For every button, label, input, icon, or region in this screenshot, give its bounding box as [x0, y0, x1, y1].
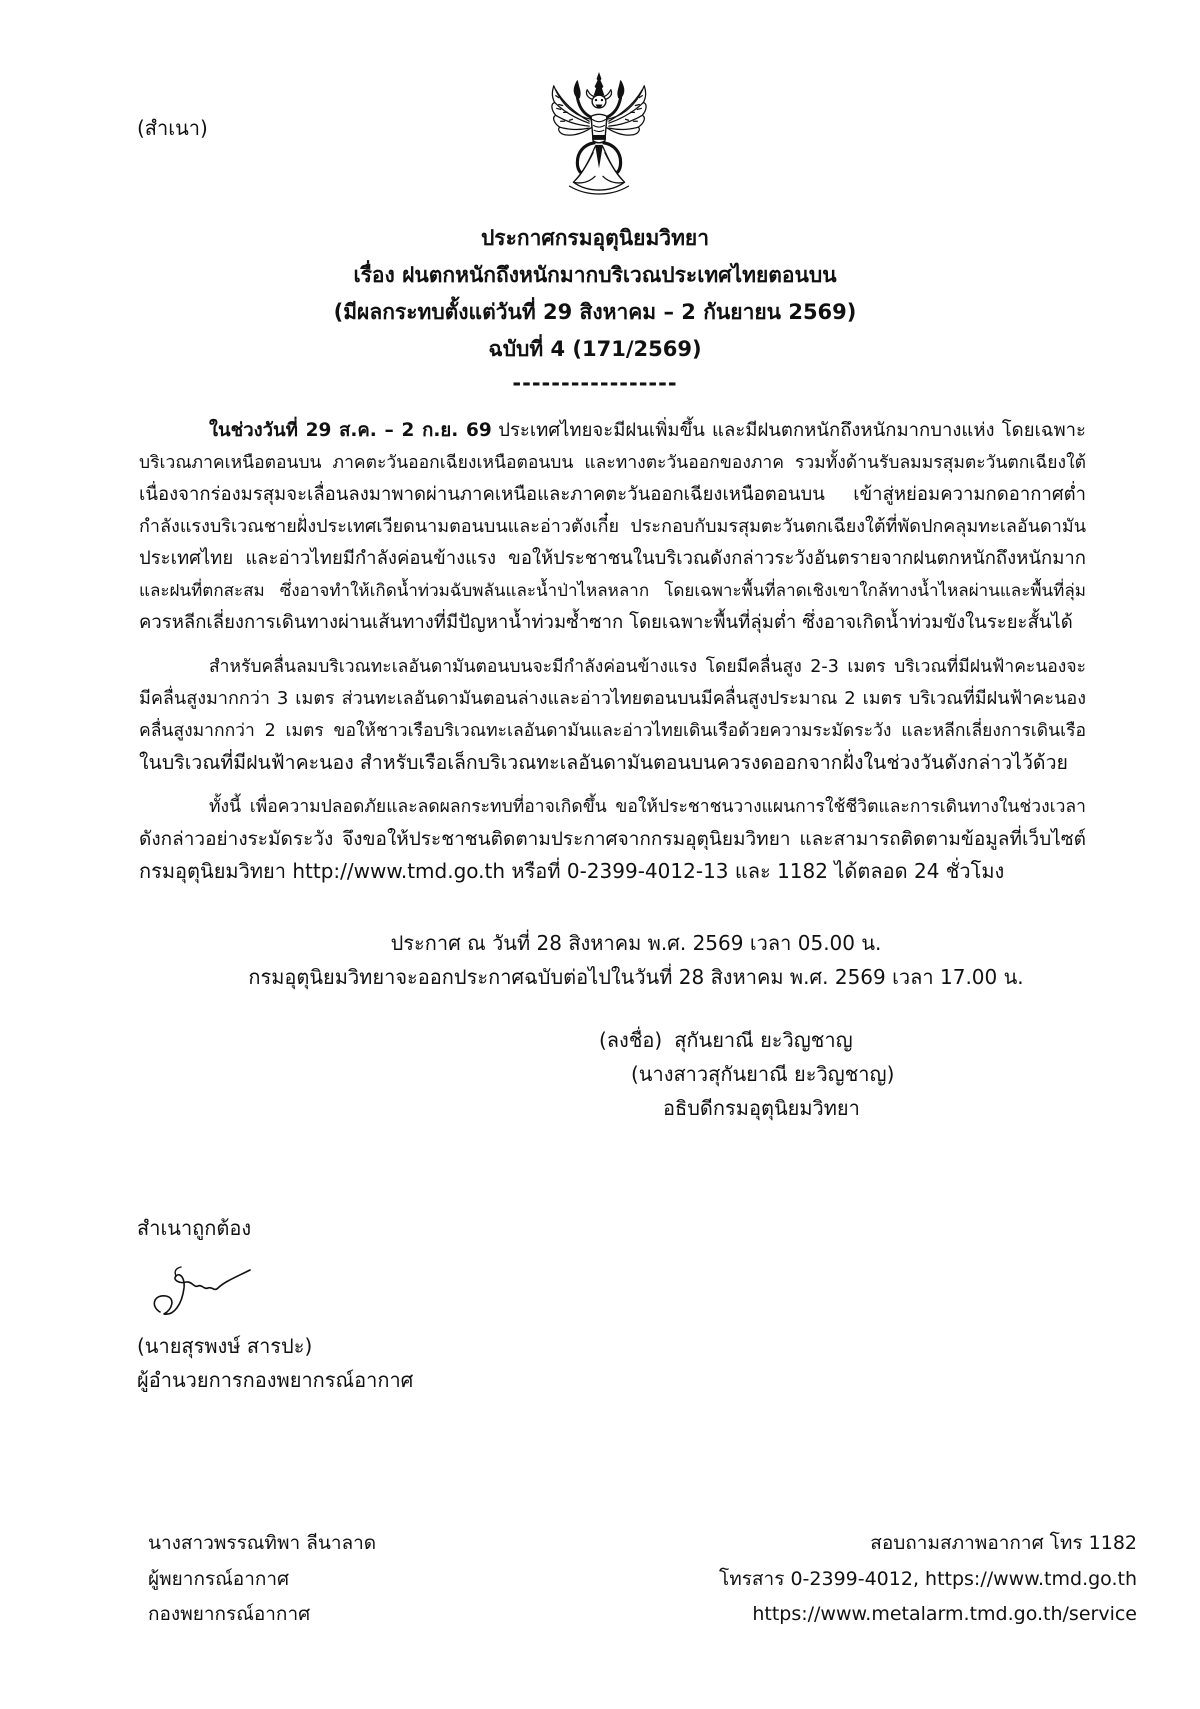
certification-label: สำเนาถูกต้อง: [137, 1216, 252, 1240]
announcement-body: [139, 415, 1086, 899]
signed-name: สุกันยาณี ยะวิญชาญ: [674, 1028, 853, 1052]
paragraph-line: กรมอุตุนิยมวิทยา http://www.tmd.go.th หรือที่ 0-2399-4012-13 และ 1182 ได้ตลอด 24 ชั่วโมง: [139, 859, 1005, 883]
copy-mark: (สำเนา): [137, 116, 208, 140]
forecaster-division: กองพยากรณ์อากาศ: [148, 1603, 311, 1625]
paragraph-line: ควรหลีกเลี่ยงการเดินทางผ่านเส้นทางที่มีปัญหาน้ำท่วมซ้ำซาก โดยเฉพาะพื้นที่ลุ่มต่ำ ซึ่งอาจเกิดน้ำท่วมขังในระยะสั้นได้: [139, 612, 1073, 633]
paragraph-line: และฝนที่ตกสะสม ซึ่งอาจทำให้เกิดน้ำท่วมฉับพลันและน้ำป่าไหลหลาก โดยเฉพาะพื้นที่ลาดเชิงเขาใกล้ทางน้ำไหลผ่านและพื้นที่ลุ่ม: [139, 581, 1086, 601]
issued-date: ประกาศ ณ วันที่ 28 สิงหาคม พ.ศ. 2569 เวลา 05.00 น.: [390, 931, 882, 955]
signatory-block: [599, 1023, 1099, 1125]
contact-phone: สอบถามสภาพอากาศ โทร 1182: [870, 1532, 1137, 1554]
announcement-title: ประกาศกรมอุตุนิยมวิทยา: [480, 226, 710, 250]
paragraph-line: บริเวณภาคเหนือตอนบน ภาคตะวันออกเฉียงเหนือตอนบน และทางตะวันออกของภาค รวมทั้งด้านรับลมมรสุมตะวันตกเฉียงใต้: [139, 453, 1086, 473]
paragraph-line: กำลังแรงบริเวณชายฝั่งประเทศเวียดนามตอนบนและอ่าวตังเกี๋ย ประกอบกับมรสุมตะวันตกเฉียงใต้ที่พัดปกคลุมทะเลอันดามัน: [139, 516, 1086, 537]
signatory-full-name: (นางสาวสุกันยาณี ยะวิญชาญ): [631, 1062, 895, 1086]
footer-contact: [577, 1526, 1137, 1633]
paragraph-line: มีคลื่นสูงมากกว่า 3 เมตร ส่วนทะเลอันดามันตอนล่างและอ่าวไทยตอนบนมีคลื่นสูงประมาณ 2 เมตร บริเวณที่มีฝนฟ้าคะนอง: [139, 688, 1086, 709]
paragraph-line: ทั้งนี้ เพื่อความปลอดภัยและลดผลกระทบที่อาจเกิดขึ้น ขอให้ประชาชนวางแผนการใช้ชีวิตและการเดินทางในช่วงเวลา: [209, 797, 1086, 817]
certifier-position: ผู้อำนวยการกองพยากรณ์อากาศ: [137, 1368, 414, 1392]
signed-line: [599, 1023, 1099, 1057]
certifier-name: (นายสุรพงษ์ สารปะ): [137, 1334, 313, 1358]
paragraph-line: ประเทศไทย และอ่าวไทยมีกำลังค่อนข้างแรง ขอให้ประชาชนในบริเวณดังกล่าวระวังอันตรายจากฝนตกหนักถึงหนักมาก: [139, 548, 1086, 569]
paragraph-line-text: ประเทศไทยจะมีฝนเพิ่มขึ้น และมีฝนตกหนักถึงหนักมากบางแห่ง โดยเฉพาะ: [498, 420, 1086, 441]
paragraph-line: ดังกล่าวอย่างระมัดระวัง จึงขอให้ประชาชนติดตามประกาศจากกรมอุตุนิยมวิทยา และสามารถติดตามข้อมูลที่เว็บไซต์: [139, 828, 1086, 850]
body-paragraph: [139, 415, 1086, 639]
signatory-position: อธิบดีกรมอุตุนิยมวิทยา: [663, 1096, 860, 1120]
paragraph-line: สำหรับคลื่นลมบริเวณทะเลอันดามันตอนบนจะมีกำลังค่อนข้างแรง โดยมีคลื่นสูง 2-3 เมตร บริเวณที่มีฝนฟ้าคะนองจะ: [209, 657, 1086, 677]
paragraph-line: [139, 415, 1086, 447]
forecaster-role: ผู้พยากรณ์อากาศ: [148, 1567, 290, 1590]
signed-label: (ลงชื่อ): [599, 1028, 663, 1052]
paragraph-line: ในบริเวณที่มีฝนฟ้าคะนอง สำหรับเรือเล็กบริเวณทะเลอันดามันตอนบนควรงดออกจากฝั่งในช่วงวันดังกล่าวไว้ด้วย: [139, 751, 1068, 774]
issue-info: [200, 926, 1072, 994]
announcement-subject: เรื่อง ฝนตกหนักถึงหนักมากบริเวณประเทศไทยตอนบน: [353, 263, 837, 287]
paragraph-line: คลื่นสูงมากกว่า 2 เมตร ขอให้ชาวเรือบริเวณทะเลอันดามันและอ่าวไทยเดินเรือด้วยความระมัดระวัง และหลีกเลี่ยงการเดินเรือ: [139, 721, 1086, 741]
effective-period: (มีผลกระทบตั้งแต่วันที่ 29 สิงหาคม – 2 กันยายน 2569): [333, 300, 857, 324]
garuda-emblem-icon: [540, 70, 658, 198]
contact-service-url: https://www.metalarm.tmd.go.th/service: [752, 1603, 1137, 1625]
issue-number: ฉบับที่ 4 (171/2569): [488, 337, 702, 361]
footer-forecaster: [148, 1526, 648, 1633]
handwritten-signature: [146, 1254, 258, 1324]
body-paragraph: [139, 791, 1086, 887]
next-issue-note: กรมอุตุนิยมวิทยาจะออกประกาศฉบับต่อไปในวันที่ 28 สิงหาคม พ.ศ. 2569 เวลา 17.00 น.: [248, 965, 1024, 989]
contact-fax-website: โทรสาร 0-2399-4012, https://www.tmd.go.th: [719, 1567, 1137, 1590]
announcement-header: [150, 220, 1040, 398]
forecaster-name: นางสาวพรรณทิพา ลีนาลาด: [148, 1532, 377, 1554]
body-paragraph: [139, 651, 1086, 779]
bold-lead-text: ในช่วงวันที่ 29 ส.ค. – 2 ก.ย. 69: [209, 420, 492, 441]
paragraph-line: เนื่องจากร่องมรสุมจะเลื่อนลงมาพาดผ่านภาคเหนือและภาคตะวันออกเฉียงเหนือตอนบน เข้าสู่หย่อมความกดอากาศต่ำ: [139, 484, 1086, 505]
title-divider: -----------------: [512, 371, 678, 395]
